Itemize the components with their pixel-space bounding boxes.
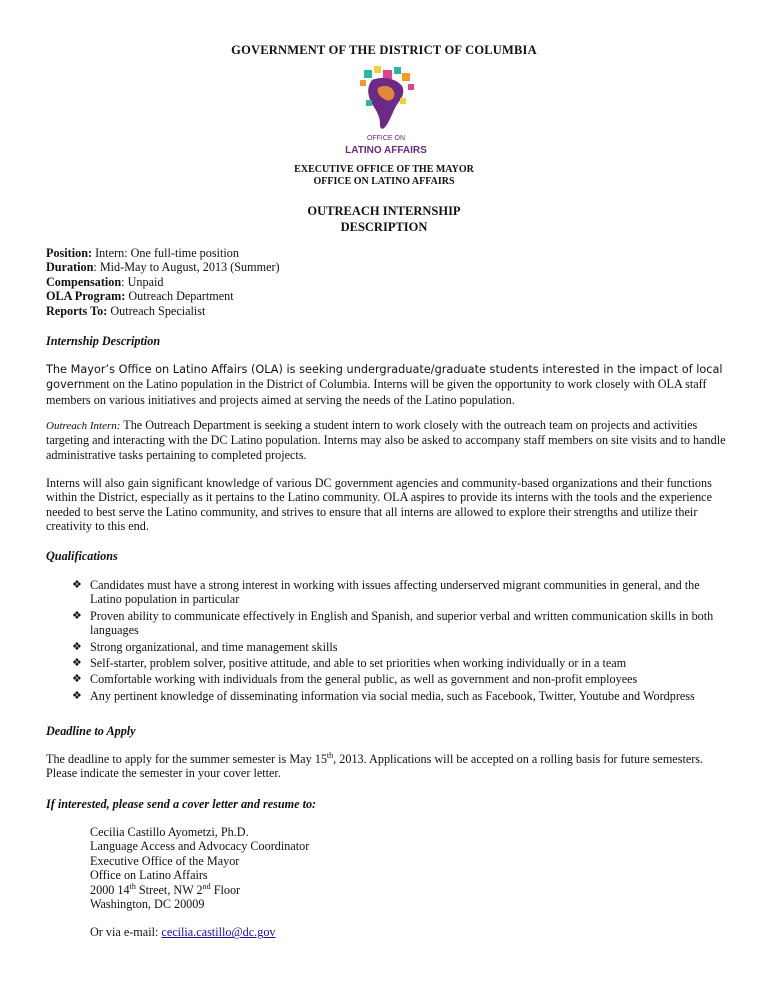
contact-email-line: Or via e-mail: cecilia.castillo@dc.gov bbox=[90, 925, 276, 940]
contact-name: Cecilia Castillo Ayometzi, Ph.D. bbox=[90, 825, 249, 839]
diamond-bullet-icon: ❖ bbox=[72, 673, 82, 686]
list-item: ❖ Self-starter, problem solver, positive attitude, and able to set priorities when working individually or in a team bbox=[72, 656, 627, 671]
detail-position: Position: Intern: One full-time position bbox=[46, 246, 239, 260]
diamond-bullet-icon: ❖ bbox=[72, 609, 82, 622]
contact-address bbox=[90, 825, 690, 940]
page-title bbox=[0, 203, 768, 235]
detail-reports-to: Reports To: Outreach Specialist bbox=[46, 303, 206, 318]
list-item: ❖ Strong organizational, and time management skills bbox=[72, 639, 338, 654]
list-item: ❖ Any pertinent knowledge of disseminating information via social media, such as Facebook, Twitter, Youtube and Wordpress bbox=[72, 688, 695, 703]
list-item: ❖ Proven ability to communicate effectively in English and Spanish, and superior verbal and written communication skills in both languages bbox=[72, 608, 714, 638]
office-header bbox=[0, 164, 768, 188]
spacer bbox=[90, 911, 690, 925]
email-link[interactable]: cecilia.castillo@dc.gov bbox=[161, 925, 276, 940]
title-line-2: DESCRIPTION bbox=[340, 220, 428, 234]
government-header: GOVERNMENT OF THE DISTRICT OF COLUMBIA bbox=[231, 43, 537, 57]
diamond-bullet-icon: ❖ bbox=[72, 689, 82, 702]
diamond-bullet-icon: ❖ bbox=[72, 657, 82, 670]
internship-heading: Internship Description bbox=[46, 334, 161, 348]
internship-paragraph-2: Outreach Intern: The Outreach Department is seeking a student intern to work closely with the outreach team on projects and activities targeting and interacting with the DC Latino population. Interns may also be asked to accompany staff members on site visits and to handle administrative tasks pertaining to completed projects. bbox=[46, 418, 726, 462]
title-line-1: OUTREACH INTERNSHIP bbox=[307, 204, 461, 218]
diamond-bullet-icon: ❖ bbox=[72, 640, 82, 653]
ola-office-line: OFFICE ON LATINO AFFAIRS bbox=[313, 176, 455, 187]
detail-duration: Duration: Mid-May to August, 2013 (Summer) bbox=[46, 260, 280, 275]
internship-paragraph-3: Interns will also gain significant knowledge of various DC government agencies and community-based organizations and their functions within the District, especially as it pertains to the Latino community. OLA aspires to provide its interns with the tools and the experience needed to best serve the Latino community, and strives to ensure that all interns are allowed to explore their strengths and utilize their creativity to this end. bbox=[46, 476, 712, 534]
ola-logo-icon bbox=[336, 64, 436, 160]
list-item: ❖ Candidates must have a strong interest in working with issues affecting underserved migrant communities in general, and the Latino population in particular bbox=[72, 578, 700, 607]
contact-heading: If interested, please send a cover letter and resume to: bbox=[46, 797, 317, 811]
list-item: ❖ Comfortable working with individuals from the general public, as well as government and non-profit employees bbox=[72, 672, 638, 687]
internship-paragraph-1: The Mayor’s Office on Latino Affairs (OLA) is seeking undergraduate/graduate students interested in the impact of local government on the Latino population in the District of Columbia. Interns will be given the opportunity to work closely with OLA staff members on various initiatives and projects aimed at serving the needs of the Latino population. bbox=[46, 363, 723, 407]
contact-office-2: Office on Latino Affairs bbox=[90, 868, 208, 883]
qualifications-heading: Qualifications bbox=[46, 549, 118, 563]
contact-city: Washington, DC 20009 bbox=[90, 897, 205, 912]
ola-logo bbox=[336, 64, 436, 160]
contact-street: 2000 14th Street, NW 2nd Floor bbox=[90, 881, 241, 897]
contact-role: Language Access and Advocacy Coordinator bbox=[90, 839, 310, 854]
svg-text:OFFICE ON: OFFICE ON bbox=[366, 135, 406, 142]
deadline-heading: Deadline to Apply bbox=[46, 724, 136, 738]
qualifications-list bbox=[46, 578, 726, 705]
exec-office-line: EXECUTIVE OFFICE OF THE MAYOR bbox=[294, 164, 474, 175]
detail-program: OLA Program: Outreach Department bbox=[46, 289, 234, 304]
detail-compensation: Compensation: Unpaid bbox=[46, 274, 164, 289]
position-details bbox=[46, 246, 726, 318]
contact-office-1: Executive Office of the Mayor bbox=[90, 853, 240, 868]
svg-text:LATINO AFFAIRS: LATINO AFFAIRS bbox=[345, 145, 427, 156]
diamond-bullet-icon: ❖ bbox=[72, 579, 82, 591]
deadline-paragraph: The deadline to apply for the summer semester is May 15th, 2013. Applications will be accepted on a rolling basis for future semesters. Please indicate the semester in your cover letter. bbox=[46, 750, 704, 781]
